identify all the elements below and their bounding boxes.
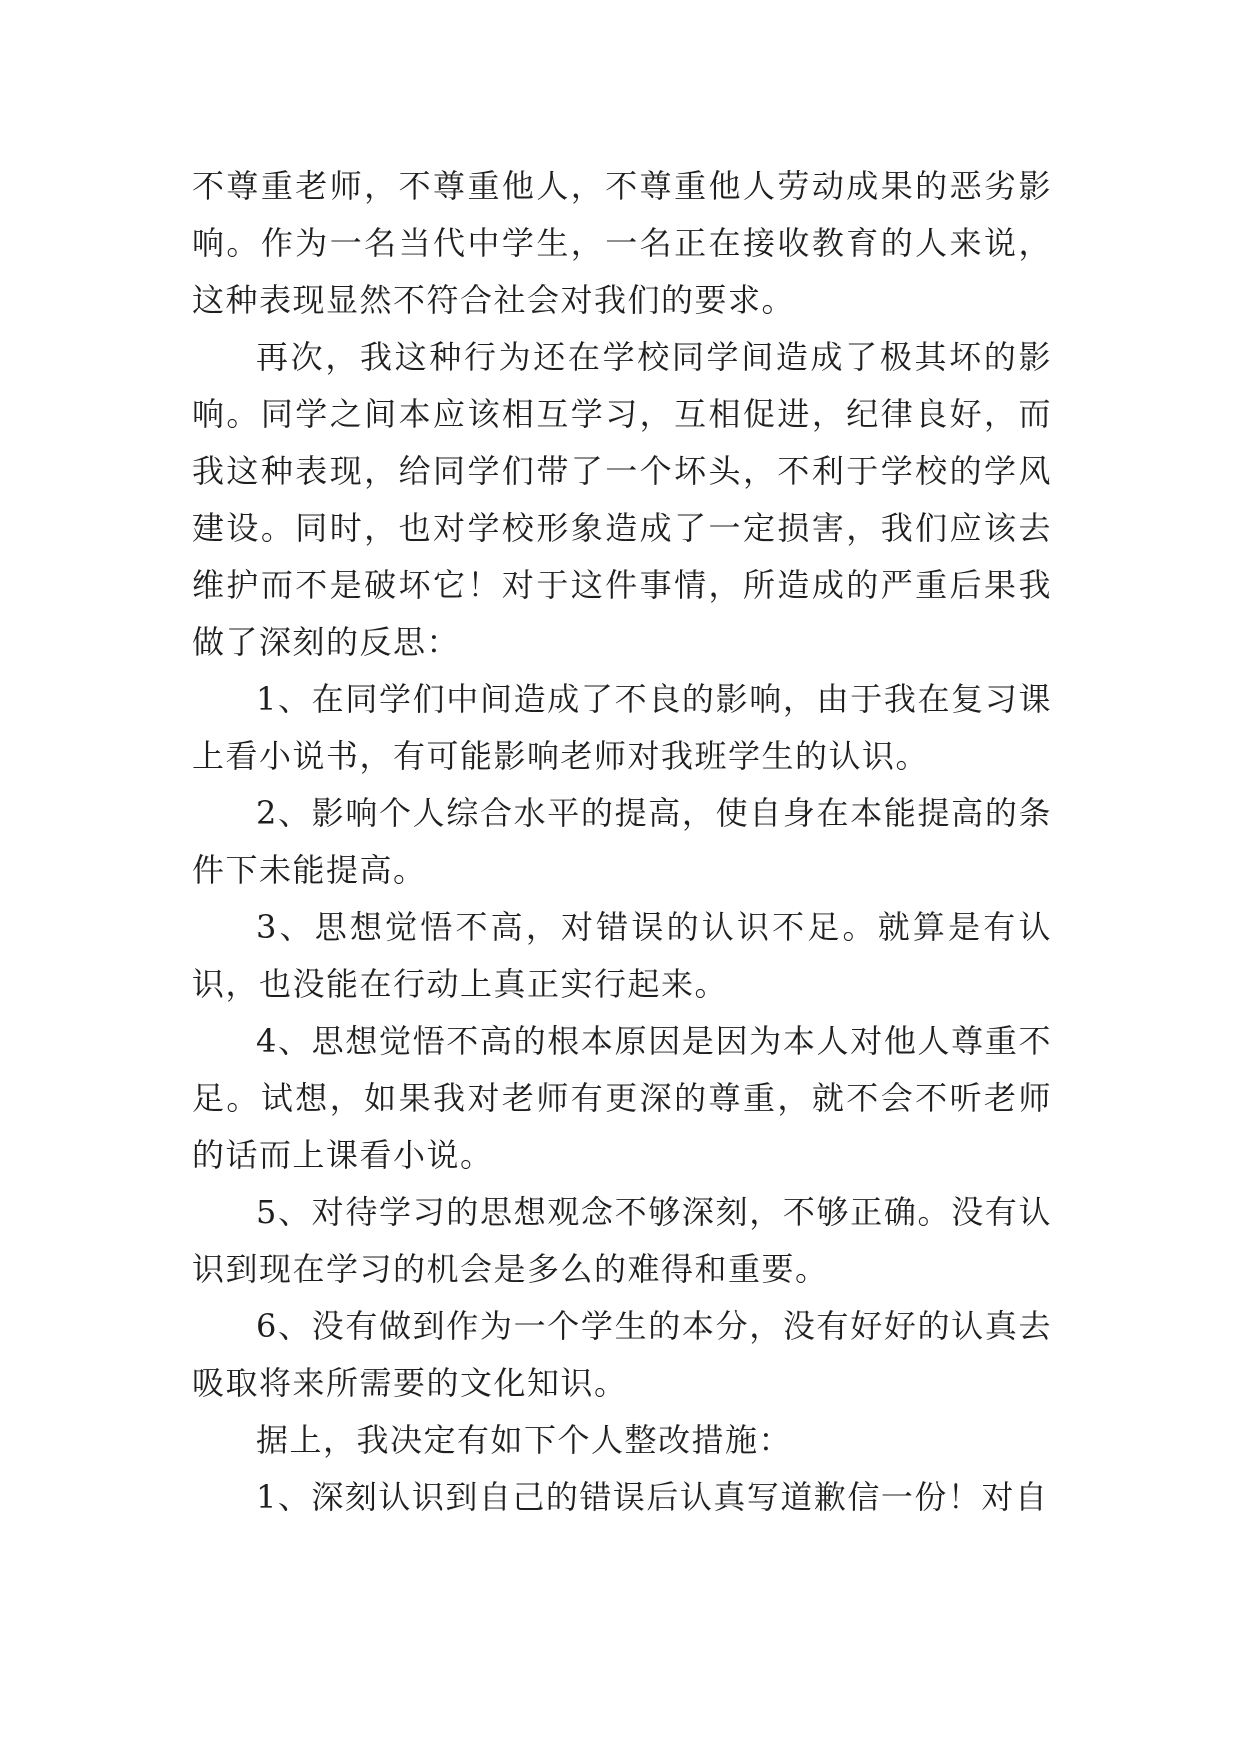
paragraph-10: 1、深刻认识到自己的错误后认真写道歉信一份！对自 — [256, 1478, 1049, 1516]
paragraph-5: 3、思想觉悟不高，对错误的认识不足。就算是有认识，也没能在行动上真正实行起来。 — [192, 908, 1052, 1003]
paragraph-6: 4、思想觉悟不高的根本原因是因为本人对他人尊重不足。试想，如果我对老师有更深的尊重，就不会不听老师的话而上课看小说。 — [192, 1022, 1052, 1174]
paragraph-2: 再次，我这种行为还在学校同学间造成了极其坏的影响。同学之间本应该相互学习，互相促进，纪律良好，而我这种表现，给同学们带了一个坏头，不利于学校的学风建设。同时，也对学校形象造成了一定损害，我们应该去维护而不是破坏它！对于这件事情，所造成的严重后果我做了深刻的反思： — [192, 338, 1052, 661]
paragraph-3: 1、在同学们中间造成了不良的影响，由于我在复习课上看小说书，有可能影响老师对我班学生的认识。 — [192, 680, 1052, 775]
paragraph-8: 6、没有做到作为一个学生的本分，没有好好的认真去吸取将来所需要的文化知识。 — [192, 1307, 1052, 1402]
paragraph-4: 2、影响个人综合水平的提高，使自身在本能提高的条件下未能提高。 — [192, 794, 1052, 889]
paragraph-9: 据上，我决定有如下个人整改措施： — [256, 1421, 793, 1459]
document-body — [192, 158, 1052, 1526]
paragraph-7: 5、对待学习的思想观念不够深刻，不够正确。没有认识到现在学习的机会是多么的难得和重要。 — [192, 1193, 1052, 1288]
paragraph-1: 不尊重老师，不尊重他人，不尊重他人劳动成果的恶劣影响。作为一名当代中学生，一名正在接收教育的人来说，这种表现显然不符合社会对我们的要求。 — [192, 167, 1052, 319]
